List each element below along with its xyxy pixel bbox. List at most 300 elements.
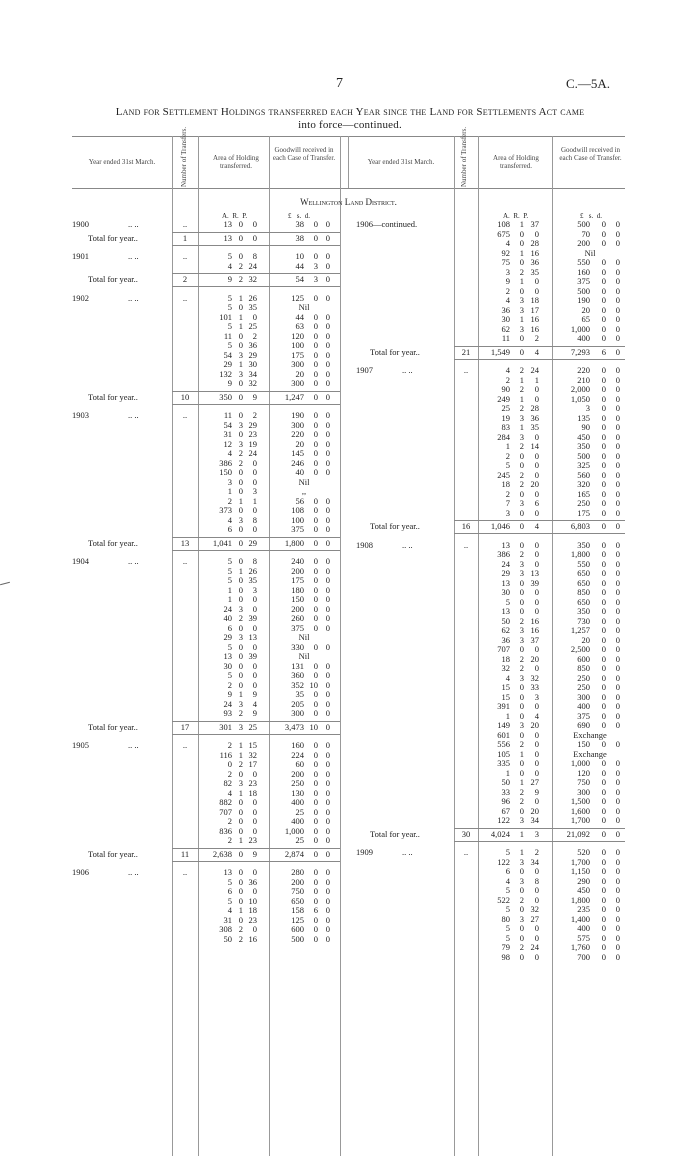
unit: s.: [296, 212, 302, 220]
area-roods: 0: [238, 219, 243, 229]
table-row: [72, 816, 625, 825]
goodwill-shillings: 10: [309, 679, 318, 690]
header-year-left: Year ended 31st March.: [88, 158, 156, 166]
area-perches: 0: [252, 219, 257, 229]
goodwill-pence: 0: [325, 787, 330, 798]
goodwill-shillings: 6: [313, 905, 318, 915]
area-perches: 3: [252, 584, 257, 595]
goodwill-shillings: 0: [313, 321, 318, 331]
goodwill-pence: 0: [615, 634, 620, 645]
goodwill-shillings: 0: [601, 479, 606, 489]
goodwill-pounds: 750: [577, 777, 590, 787]
area-acres: 301: [219, 721, 232, 732]
goodwill-shillings: 0: [601, 422, 606, 432]
area-roods: 3: [519, 431, 524, 442]
goodwill-shillings: 0: [313, 740, 318, 750]
transfer-count: ..: [182, 556, 188, 566]
area-perches: 0: [534, 587, 539, 597]
area-roods: 2: [519, 796, 524, 806]
area-perches: 36: [248, 340, 257, 350]
area-acres: 1: [505, 710, 510, 721]
area-perches: 23: [248, 835, 257, 845]
area-perches: 36: [248, 876, 257, 887]
goodwill-pounds: 650: [577, 596, 590, 607]
area-perches: 9: [252, 708, 257, 718]
goodwill-pounds: 1,247: [284, 391, 304, 402]
goodwill-shillings: 0: [601, 691, 606, 702]
area-roods: 3: [519, 412, 524, 423]
goodwill-pence: 0: [615, 866, 620, 876]
area-roods: 2: [519, 441, 524, 451]
area-perches: 34: [530, 856, 539, 867]
transfer-count: ..: [182, 251, 188, 261]
goodwill-pounds: 400: [577, 923, 590, 933]
table-row: [72, 268, 625, 277]
goodwill-shillings: 0: [313, 419, 318, 430]
unit: R.: [513, 212, 520, 220]
area-acres: 62: [501, 625, 510, 635]
area-acres: 18: [501, 479, 510, 489]
area-perches: 0: [534, 469, 539, 480]
area-roods: 1: [519, 777, 524, 787]
area-perches: 0: [252, 641, 257, 652]
table-row: [72, 457, 625, 470]
goodwill-pence: 0: [615, 266, 620, 277]
area-perches: 9: [252, 391, 257, 402]
area-roods: 0: [238, 330, 243, 341]
transfer-count: ..: [182, 292, 188, 303]
goodwill-shillings: 0: [313, 886, 318, 896]
goodwill-shillings: 0: [601, 412, 606, 423]
area-acres: 2: [227, 816, 232, 826]
area-roods: 3: [519, 568, 524, 578]
goodwill-pence: 0: [615, 904, 620, 914]
goodwill-pounds: 220: [577, 365, 590, 375]
goodwill-shillings: 0: [601, 847, 606, 857]
area-roods: 3: [519, 634, 524, 645]
area-perches: 10: [248, 895, 257, 906]
goodwill-pounds: 400: [291, 797, 304, 807]
area-acres: 2,638: [212, 848, 232, 859]
area-perches: 0: [534, 384, 539, 394]
goodwill-shillings: 0: [601, 942, 606, 952]
goodwill-pounds: 350: [577, 441, 590, 451]
goodwill-pounds: 400: [577, 701, 590, 711]
area-perches: 0: [252, 867, 257, 877]
area-perches: 0: [534, 549, 539, 559]
area-perches: 24: [530, 365, 539, 375]
goodwill-shillings: 0: [601, 913, 606, 924]
area-roods: 3: [238, 721, 243, 732]
year-label: 1904: [72, 556, 89, 566]
goodwill-pence: 0: [615, 568, 620, 578]
goodwill-shillings: 0: [601, 304, 606, 315]
goodwill-pence: 0: [615, 346, 620, 357]
goodwill-shillings: 0: [313, 340, 318, 350]
goodwill-shillings: 0: [601, 228, 606, 239]
goodwill-shillings: 0: [601, 894, 606, 905]
leader-dots: .. ..: [128, 556, 139, 566]
transfer-count: ..: [463, 539, 469, 550]
table-row: [72, 721, 625, 730]
table-row: [72, 366, 625, 375]
transfer-count: 11: [180, 848, 190, 859]
goodwill-pence: 0: [615, 663, 620, 673]
goodwill-shillings: 0: [601, 866, 606, 876]
area-roods: 0: [238, 232, 243, 243]
area-perches: 0: [534, 606, 539, 616]
area-perches: 18: [248, 905, 257, 915]
table-row: [72, 438, 625, 451]
goodwill-pence: 0: [615, 847, 620, 857]
goodwill-pounds: 220: [291, 429, 304, 439]
area-perches: 35: [248, 575, 257, 585]
goodwill-pence: 0: [615, 932, 620, 943]
goodwill-shillings: 0: [313, 556, 318, 566]
area-perches: 0: [252, 505, 257, 515]
goodwill-pounds: 175: [577, 507, 590, 518]
goodwill-shillings: 0: [313, 495, 318, 506]
header-area-left: Area of Holding transferred.: [213, 154, 259, 170]
area-perches: 23: [248, 429, 257, 439]
goodwill-pence: 0: [615, 412, 620, 423]
table-row: [72, 731, 625, 740]
goodwill-shillings: 0: [313, 251, 318, 261]
area-perches: 0: [534, 748, 539, 759]
area-acres: 7: [505, 498, 510, 508]
area-acres: 5: [227, 292, 232, 303]
total-label: Total for year..: [88, 391, 138, 402]
area-roods: 0: [519, 257, 524, 267]
subtotal-rule: [454, 828, 625, 829]
area-roods: 3: [519, 323, 524, 334]
area-perches: 30: [248, 359, 257, 369]
goodwill-pence: 0: [615, 441, 620, 451]
goodwill-pence: 0: [325, 467, 330, 477]
area-perches: 0: [534, 932, 539, 943]
area-acres: 29: [501, 568, 510, 578]
goodwill-shillings: 0: [601, 295, 606, 305]
area-roods: 2: [238, 260, 243, 271]
table-row: [72, 641, 625, 654]
goodwill-shillings: 0: [313, 689, 318, 699]
goodwill-shillings: 0: [313, 876, 318, 887]
area-roods: 0: [519, 923, 524, 933]
goodwill-shillings: 0: [601, 333, 606, 343]
goodwill-shillings: 0: [313, 778, 318, 788]
area-roods: 0: [238, 768, 243, 779]
area-roods: 3: [519, 875, 524, 886]
goodwill-shillings: 0: [313, 457, 318, 468]
goodwill-shillings: 0: [313, 565, 318, 576]
area-acres: 2: [505, 374, 510, 385]
area-perches: 16: [530, 615, 539, 626]
area-perches: 0: [252, 476, 257, 487]
goodwill-shillings: 0: [313, 641, 318, 652]
area-roods: 0: [519, 701, 524, 711]
area-acres: 93: [223, 708, 232, 718]
goodwill-pounds: 90: [581, 422, 590, 432]
year-label: 1901: [72, 251, 89, 261]
goodwill-pounds: 160: [577, 266, 590, 277]
goodwill-pounds: 165: [577, 488, 590, 499]
area-roods: 0: [519, 904, 524, 914]
goodwill-pence: 0: [615, 701, 620, 711]
goodwill-pence: 0: [615, 558, 620, 569]
goodwill-pence: 0: [615, 488, 620, 499]
goodwill-pounds: 40: [295, 467, 304, 477]
area-perches: 39: [248, 613, 257, 623]
area-perches: 0: [252, 825, 257, 836]
area-acres: 30: [501, 314, 510, 324]
area-perches: 17: [248, 759, 257, 769]
area-perches: 0: [534, 866, 539, 876]
area-acres: 32: [501, 663, 510, 673]
table-row: [72, 579, 625, 588]
goodwill-shillings: 0: [313, 378, 318, 388]
area-acres: 5: [227, 565, 232, 576]
area-acres: 601: [497, 729, 510, 740]
area-perches: 0: [252, 311, 257, 322]
goodwill-shillings: 0: [601, 701, 606, 711]
area-acres: 9: [505, 276, 510, 286]
total-label: Total for year..: [370, 346, 420, 357]
area-acres: 13: [223, 651, 232, 661]
goodwill-pence: 0: [325, 867, 330, 877]
area-perches: 0: [252, 457, 257, 468]
goodwill-pounds: 250: [577, 682, 590, 692]
area-acres: 4: [227, 905, 232, 915]
goodwill-pence: 0: [615, 805, 620, 816]
goodwill-shillings: 0: [313, 759, 318, 769]
area-perches: 35: [530, 422, 539, 432]
goodwill-shillings: 0: [601, 644, 606, 654]
area-roods: 1: [238, 292, 243, 303]
area-perches: 0: [534, 596, 539, 607]
area-roods: 0: [519, 577, 524, 588]
goodwill-pounds: 352: [291, 679, 304, 690]
area-acres: 150: [219, 467, 232, 477]
area-acres: 29: [223, 359, 232, 369]
goodwill-pence: 0: [615, 942, 620, 952]
area-perches: 0: [252, 232, 257, 243]
goodwill-shillings: 0: [313, 391, 318, 402]
goodwill-pounds: 1,800: [284, 537, 304, 548]
goodwill-pounds: 360: [291, 670, 304, 680]
goodwill-shillings: 0: [313, 825, 318, 836]
area-perches: 0: [534, 663, 539, 673]
goodwill-pounds: 120: [291, 330, 304, 341]
area-roods: 2: [238, 613, 243, 623]
goodwill-note: Nil: [298, 302, 310, 312]
goodwill-pence: 0: [615, 521, 620, 531]
goodwill-pence: 0: [325, 349, 330, 360]
year-label: 1906—continued.: [356, 219, 418, 229]
area-perches: 32: [530, 904, 539, 914]
table-row: [72, 433, 625, 442]
goodwill-pence: 0: [615, 682, 620, 692]
area-acres: 98: [501, 951, 510, 962]
area-roods: 0: [238, 670, 243, 680]
goodwill-shillings: 0: [601, 904, 606, 914]
goodwill-pounds: 200: [291, 768, 304, 779]
area-acres: 2: [227, 835, 232, 845]
area-acres: 5: [505, 596, 510, 607]
goodwill-pounds: 145: [291, 448, 304, 458]
area-roods: 3: [238, 778, 243, 788]
goodwill-pence: 0: [325, 689, 330, 699]
goodwill-shillings: 0: [313, 867, 318, 877]
area-roods: 0: [519, 767, 524, 778]
table-row: [72, 537, 625, 550]
area-roods: 3: [519, 304, 524, 315]
unit: A.: [222, 212, 229, 220]
goodwill-shillings: 0: [313, 806, 318, 817]
table-row: [72, 905, 625, 914]
goodwill-pence: 0: [325, 438, 330, 449]
leader-dots: .. ..: [128, 219, 139, 229]
goodwill-shillings: 0: [313, 895, 318, 906]
area-acres: 2: [505, 450, 510, 461]
goodwill-pounds: 125: [291, 292, 304, 303]
table-row: [72, 325, 625, 334]
header-rule: [72, 188, 625, 189]
area-acres: 4: [227, 448, 232, 458]
area-roods: 2: [519, 739, 524, 749]
area-acres: 4: [505, 672, 510, 683]
area-acres: 2: [227, 740, 232, 750]
area-roods: 0: [238, 476, 243, 487]
goodwill-pounds: 300: [291, 419, 304, 430]
area-roods: 2: [519, 663, 524, 673]
goodwill-pence: 0: [615, 431, 620, 442]
goodwill-pounds: 850: [577, 587, 590, 597]
area-acres: 31: [223, 429, 232, 439]
area-roods: 0: [519, 606, 524, 616]
area-perches: 6: [534, 498, 539, 508]
area-perches: 0: [534, 767, 539, 778]
area-roods: 1: [519, 314, 524, 324]
area-perches: 4: [534, 346, 539, 357]
area-acres: 1: [227, 486, 232, 496]
area-perches: 0: [252, 660, 257, 671]
area-acres: 5: [227, 895, 232, 906]
goodwill-pence: 0: [615, 374, 620, 385]
goodwill-shillings: 0: [601, 393, 606, 404]
area-perches: 0: [534, 644, 539, 654]
area-acres: 6: [227, 886, 232, 896]
goodwill-pounds: 100: [291, 340, 304, 350]
goodwill-pounds: 38: [295, 232, 304, 243]
area-acres: 122: [497, 856, 510, 867]
area-acres: 1,046: [490, 521, 510, 531]
goodwill-pence: 0: [615, 498, 620, 508]
goodwill-pence: 0: [325, 721, 330, 732]
goodwill-pence: 0: [615, 596, 620, 607]
goodwill-shillings: 0: [313, 232, 318, 243]
goodwill-shillings: 0: [601, 672, 606, 683]
goodwill-shillings: 0: [601, 856, 606, 867]
district-heading: Wellington Land District.: [300, 197, 397, 207]
table-row: [72, 603, 625, 616]
total-label: Total for year..: [88, 537, 138, 548]
goodwill-pounds: 20: [581, 634, 590, 645]
header-number-left: Number of Transfers.: [180, 126, 188, 187]
area-perches: 8: [252, 251, 257, 261]
area-acres: 11: [501, 333, 510, 343]
leader-dots: .. ..: [128, 740, 139, 750]
table-row: [72, 452, 625, 461]
goodwill-shillings: 0: [313, 514, 318, 525]
goodwill-pounds: 158: [291, 905, 304, 915]
area-roods: 0: [238, 505, 243, 515]
goodwill-shillings: 0: [313, 914, 318, 925]
goodwill-shillings: 0: [601, 521, 606, 531]
transfer-count: 2: [182, 274, 188, 284]
area-acres: 132: [219, 368, 232, 379]
goodwill-pounds: 1,050: [570, 393, 590, 404]
header-area-right: Area of Holding transferred.: [493, 154, 539, 170]
area-roods: 1: [519, 374, 524, 385]
area-roods: 0: [238, 584, 243, 595]
area-acres: 836: [219, 825, 232, 836]
goodwill-pounds: 25: [295, 806, 304, 817]
goodwill-pounds: 375: [577, 276, 590, 286]
goodwill-pounds: 70: [581, 228, 590, 239]
goodwill-shillings: 0: [601, 384, 606, 394]
area-perches: 34: [530, 815, 539, 825]
goodwill-pence: 0: [615, 365, 620, 375]
goodwill-pounds: 600: [577, 653, 590, 664]
area-acres: 5: [505, 460, 510, 470]
goodwill-pounds: 60: [295, 759, 304, 769]
area-roods: 3: [238, 349, 243, 360]
area-perches: 28: [530, 403, 539, 413]
goodwill-note: Nil: [298, 651, 310, 661]
goodwill-pounds: 850: [577, 663, 590, 673]
area-perches: 25: [248, 321, 257, 331]
area-roods: 3: [519, 498, 524, 508]
area-perches: 0: [534, 894, 539, 905]
table-row: [72, 598, 625, 607]
goodwill-pence: 0: [615, 393, 620, 404]
goodwill-shillings: 0: [313, 816, 318, 826]
area-acres: 2: [227, 495, 232, 506]
area-roods: 2: [519, 479, 524, 489]
goodwill-pence: 0: [325, 359, 330, 369]
table-row: [72, 258, 625, 267]
area-roods: 2: [519, 403, 524, 413]
goodwill-pence: 0: [615, 219, 620, 229]
goodwill-pence: 0: [325, 340, 330, 350]
area-acres: 36: [501, 634, 510, 645]
subtotal-rule: [454, 346, 625, 347]
title-line-1: Land for Settlement Holdings transferred each Year since the Land for Settlements Act came: [115, 106, 585, 118]
header-number-right: Number of Transfers.: [460, 126, 468, 187]
area-perches: 24: [248, 448, 257, 458]
goodwill-pence: 0: [325, 219, 330, 229]
subtotal-rule: [454, 841, 625, 842]
goodwill-pence: 0: [325, 505, 330, 515]
goodwill-shillings: 0: [601, 365, 606, 375]
area-acres: 5: [227, 670, 232, 680]
area-roods: 3: [238, 438, 243, 449]
area-perches: 0: [534, 276, 539, 286]
area-perches: 18: [530, 295, 539, 305]
area-acres: 3: [505, 266, 510, 277]
area-roods: 1: [519, 219, 524, 229]
goodwill-pounds: 108: [291, 505, 304, 515]
